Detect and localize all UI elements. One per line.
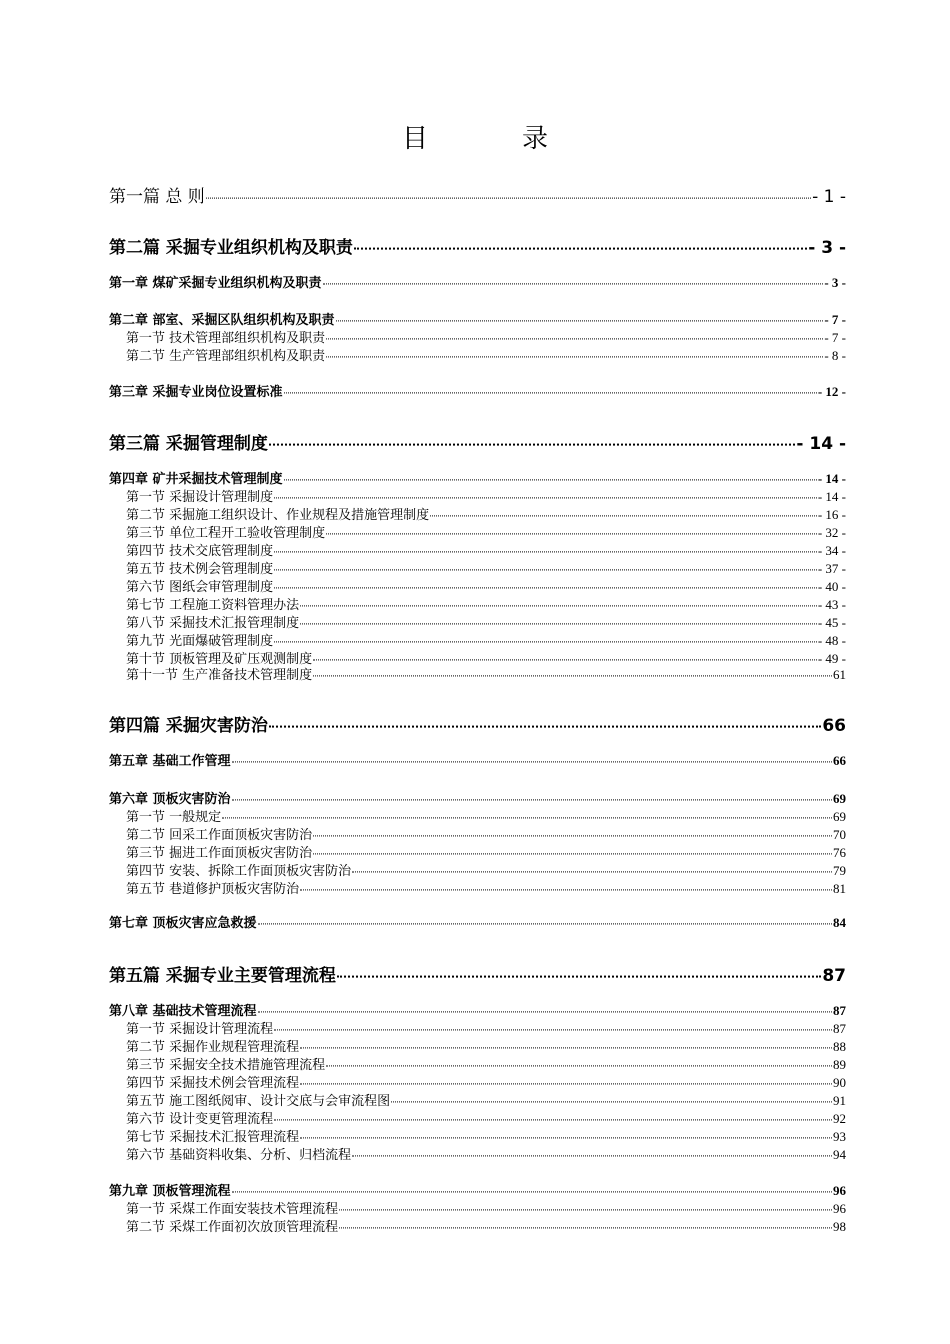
toc-entry-page: 91 <box>833 1093 846 1109</box>
toc-leader-dots <box>284 378 817 393</box>
toc-entry-label: 第十节 顶板管理及矿压观测制度 <box>126 652 313 668</box>
toc-entry-chapter <box>109 272 846 291</box>
toc-leader-dots <box>269 425 795 446</box>
toc-entry-page: 93 <box>833 1129 846 1145</box>
toc-entry-section <box>126 345 846 364</box>
toc-entry-label: 第七节 采掘技术汇报管理流程 <box>126 1130 300 1146</box>
toc-entry-chapter <box>109 381 846 400</box>
toc-leader-dots <box>274 483 817 498</box>
toc-entry-page: 69 <box>833 791 846 807</box>
toc-entry-label: 第一节 采掘设计管理流程 <box>126 1022 274 1038</box>
toc-entry-chapter <box>109 750 846 769</box>
toc-entry-label: 第三章 采掘专业岗位设置标准 <box>109 385 283 401</box>
toc-entry-label: 第二节 回采工作面顶板灾害防治 <box>126 828 313 844</box>
toc-entry-label: 第五节 技术例会管理制度 <box>126 562 274 578</box>
toc-entry-page: 69 <box>833 809 846 825</box>
toc-entry-chapter <box>109 912 846 931</box>
toc-entry-part <box>109 428 846 454</box>
toc-entry-label: 第一节 采掘设计管理制度 <box>126 490 274 506</box>
toc-entry-page: 81 <box>833 881 846 897</box>
toc-leader-dots <box>232 1177 832 1192</box>
toc-entry-label: 第六节 基础资料收集、分析、归档流程 <box>126 1148 352 1164</box>
toc-leader-dots <box>313 821 832 836</box>
toc-leader-dots <box>258 997 832 1012</box>
toc-entry-label: 第二章 部室、采掘区队组织机构及职责 <box>109 313 335 329</box>
toc-leader-dots <box>326 519 817 534</box>
toc-entry-label: 第三篇 采掘管理制度 <box>109 433 268 454</box>
toc-entry-page: - 1 - <box>812 187 846 207</box>
toc-entry-page: - 34 - <box>817 543 846 559</box>
toc-entry-page: 87 <box>822 965 846 986</box>
toc-entry-label: 第一节 一般规定 <box>126 810 222 826</box>
toc-entry-label: 第九章 顶板管理流程 <box>109 1184 231 1200</box>
toc-entry-page: 70 <box>833 827 846 843</box>
toc-entry-label: 第一篇 总 则 <box>109 187 205 207</box>
toc-entry-label: 第三节 单位工程开工验收管理制度 <box>126 526 326 542</box>
toc-entry-page: 88 <box>833 1039 846 1055</box>
toc-entry-page: - 45 - <box>817 615 846 631</box>
toc-leader-dots <box>313 839 832 854</box>
toc-entry-page: 98 <box>833 1219 846 1235</box>
toc-leader-dots <box>352 1141 832 1156</box>
toc-entry-label: 第六章 顶板灾害防治 <box>109 792 231 808</box>
toc-entry-section <box>126 1216 846 1235</box>
toc-entry-label: 第四节 安装、拆除工作面顶板灾害防治 <box>126 864 352 880</box>
toc-entry-label: 第二节 采掘施工组织设计、作业规程及措施管理制度 <box>126 508 430 524</box>
toc-entry-page: - 48 - <box>817 633 846 649</box>
toc-entry-page: - 40 - <box>817 579 846 595</box>
toc-entry-page: - 37 - <box>817 561 846 577</box>
toc-entry-page: - 14 - <box>817 471 846 487</box>
toc-leader-dots <box>326 342 823 357</box>
toc-leader-dots <box>300 875 832 890</box>
toc-entry-label: 第八节 采掘技术汇报管理制度 <box>126 616 300 632</box>
toc-leader-dots <box>313 661 832 676</box>
toc-leader-dots <box>274 537 817 552</box>
toc-entry-page: 94 <box>833 1147 846 1163</box>
toc-entry-label: 第二节 采煤工作面初次放顶管理流程 <box>126 1220 339 1236</box>
toc-entry-label: 第九节 光面爆破管理制度 <box>126 634 274 650</box>
toc-entry-page: 90 <box>833 1075 846 1091</box>
toc-leader-dots <box>354 229 807 250</box>
toc-entry-page: - 14 - <box>796 433 846 454</box>
toc-leader-dots <box>232 747 832 762</box>
toc-entry-page: 66 <box>822 715 846 736</box>
toc-entry-page: 87 <box>833 1021 846 1037</box>
toc-entry-page: - 3 - <box>824 275 846 291</box>
toc-entry-label: 第二节 采掘作业规程管理流程 <box>126 1040 300 1056</box>
toc-entry-page: 61 <box>833 667 846 683</box>
toc-leader-dots <box>300 609 817 624</box>
toc-entry-label: 第五篇 采掘专业主要管理流程 <box>109 965 336 986</box>
toc-entry-label: 第五节 施工图纸阅审、设计交底与会审流程图 <box>126 1094 391 1110</box>
toc-leader-dots <box>339 1195 832 1210</box>
toc-entry-label: 第八章 基础技术管理流程 <box>109 1004 257 1020</box>
toc-leader-dots <box>339 1213 832 1228</box>
toc-entry-label: 第四章 矿井采掘技术管理制度 <box>109 472 283 488</box>
toc-entry-label: 第五章 基础工作管理 <box>109 754 231 770</box>
toc-entry-part <box>109 232 846 258</box>
toc-leader-dots <box>352 857 832 872</box>
toc-leader-dots <box>284 465 817 480</box>
toc-leader-dots <box>430 501 817 516</box>
toc-entry-page: - 3 - <box>808 237 846 258</box>
toc-leader-dots <box>391 1087 832 1102</box>
toc-leader-dots <box>274 573 817 588</box>
toc-leader-dots <box>326 1051 832 1066</box>
toc-entry-label: 第七章 顶板灾害应急救援 <box>109 916 257 932</box>
toc-leader-dots <box>323 269 824 284</box>
toc-entry-label: 第六节 图纸会审管理制度 <box>126 580 274 596</box>
toc-entry-label: 第四节 技术交底管理制度 <box>126 544 274 560</box>
toc-entry-page: - 7 - <box>824 312 846 328</box>
toc-entry-label: 第六节 设计变更管理流程 <box>126 1112 274 1128</box>
toc-entry-page: 92 <box>833 1111 846 1127</box>
toc-entry-page: - 14 - <box>817 489 846 505</box>
toc-leader-dots <box>337 957 821 978</box>
toc-leader-dots <box>274 1105 832 1120</box>
toc-entry-label: 第七节 工程施工资料管理办法 <box>126 598 300 614</box>
toc-entry-page: 66 <box>833 753 846 769</box>
toc-entry-page: - 8 - <box>824 348 846 364</box>
toc-entry-label: 第一章 煤矿采掘专业组织机构及职责 <box>109 276 322 292</box>
toc-entry-page: 96 <box>833 1201 846 1217</box>
toc-entry-label: 第四篇 采掘灾害防治 <box>109 715 268 736</box>
toc-entry-section <box>126 1144 846 1163</box>
toc-entry-section <box>126 878 846 897</box>
toc-entry-label: 第十一节 生产准备技术管理制度 <box>126 668 313 684</box>
toc-leader-dots <box>313 645 817 660</box>
toc-leader-dots <box>326 324 823 339</box>
toc-leader-dots <box>258 909 832 924</box>
toc-leader-dots <box>274 627 817 642</box>
toc-leader-dots <box>232 785 832 800</box>
toc-entry-label: 第二节 生产管理部组织机构及职责 <box>126 349 326 365</box>
toc-leader-dots <box>300 1069 832 1084</box>
toc-entry-page: - 12 - <box>817 384 846 400</box>
toc-entry-page: - 16 - <box>817 507 846 523</box>
toc-entry-page: - 7 - <box>824 330 846 346</box>
toc-leader-dots <box>300 1123 832 1138</box>
toc-leader-dots <box>274 1015 832 1030</box>
toc-leader-dots <box>300 591 817 606</box>
toc-entry-part <box>109 960 846 986</box>
toc-entry-page: 96 <box>833 1183 846 1199</box>
toc-leader-dots <box>336 306 824 321</box>
toc-entry-label: 第五节 巷道修护顶板灾害防治 <box>126 882 300 898</box>
toc-title: 目 录 <box>401 124 582 154</box>
toc-entry-label: 第四节 采掘技术例会管理流程 <box>126 1076 300 1092</box>
toc-leader-dots <box>274 555 817 570</box>
toc-entry-label: 第三节 掘进工作面顶板灾害防治 <box>126 846 313 862</box>
toc-leader-dots <box>300 1033 832 1048</box>
toc-entry-section <box>126 664 846 683</box>
toc-entry-page: 87 <box>833 1003 846 1019</box>
toc-leader-dots <box>269 707 821 728</box>
toc-leader-dots <box>222 803 832 818</box>
toc-leader-dots <box>206 179 811 199</box>
toc-entry-page: 84 <box>833 915 846 931</box>
toc-entry-page: - 49 - <box>817 651 846 667</box>
toc-entry-page: 79 <box>833 863 846 879</box>
toc-entry-label: 第一节 技术管理部组织机构及职责 <box>126 331 326 347</box>
toc-entry-label: 第二篇 采掘专业组织机构及职责 <box>109 237 353 258</box>
toc-entry-page: - 43 - <box>817 597 846 613</box>
toc-entry-label: 第一节 采煤工作面安装技术管理流程 <box>126 1202 339 1218</box>
toc-entry-page: - 32 - <box>817 525 846 541</box>
toc-entry-label: 第三节 采掘安全技术措施管理流程 <box>126 1058 326 1074</box>
toc-entry-part <box>109 710 846 736</box>
toc-entry-part-plain <box>109 182 846 207</box>
toc-entry-page: 76 <box>833 845 846 861</box>
toc-entry-page: 89 <box>833 1057 846 1073</box>
